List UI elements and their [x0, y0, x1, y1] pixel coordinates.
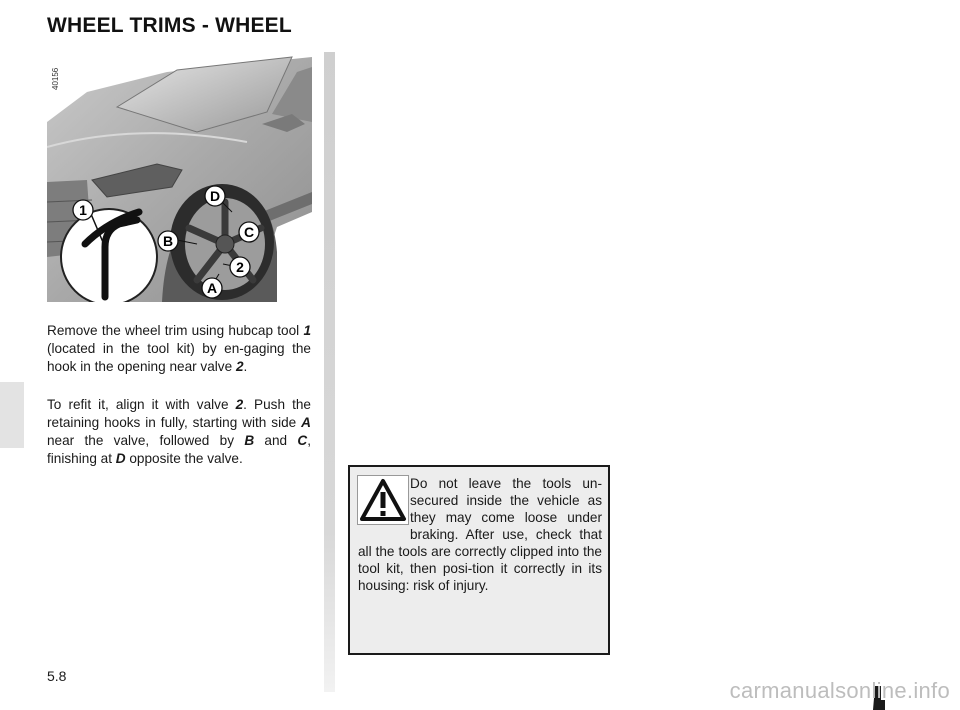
warning-box — [348, 465, 610, 655]
callout-1: 1 — [79, 202, 87, 218]
callout-a: A — [206, 280, 218, 296]
callout-c: C — [243, 224, 255, 240]
car-wheel-illustration — [47, 52, 312, 302]
car-wheel-drawing — [47, 52, 312, 302]
callout-b: B — [162, 233, 174, 249]
page-number: 5.8 — [47, 668, 67, 684]
watermark: carmanualsonline.info — [729, 678, 950, 703]
callout-d: D — [209, 188, 221, 204]
figure-code: 40156 — [51, 67, 60, 90]
page-title: WHEEL TRIMS - WHEEL — [47, 14, 292, 37]
paragraph-remove: Remove the wheel trim using hubcap tool 1 (located in the tool kit) by en-gaging the hook in the opening near valve 2. — [47, 323, 311, 374]
column-divider — [324, 52, 335, 692]
paragraph-refit: To refit it, align it with valve 2. Push the retaining hooks in fully, starting with side A near the valve, followed by B and C, finishing at D opposite the valve. — [47, 397, 312, 466]
side-tab — [0, 382, 24, 448]
warning-text: Do not leave the tools un-secured inside the vehicle as they may come loose under braking. After use, check that all the tools are correctly clipped into the tool kit, then posi-tion it correctly in its housing: risk of injury. — [358, 476, 602, 593]
callout-2: 2 — [236, 259, 244, 275]
